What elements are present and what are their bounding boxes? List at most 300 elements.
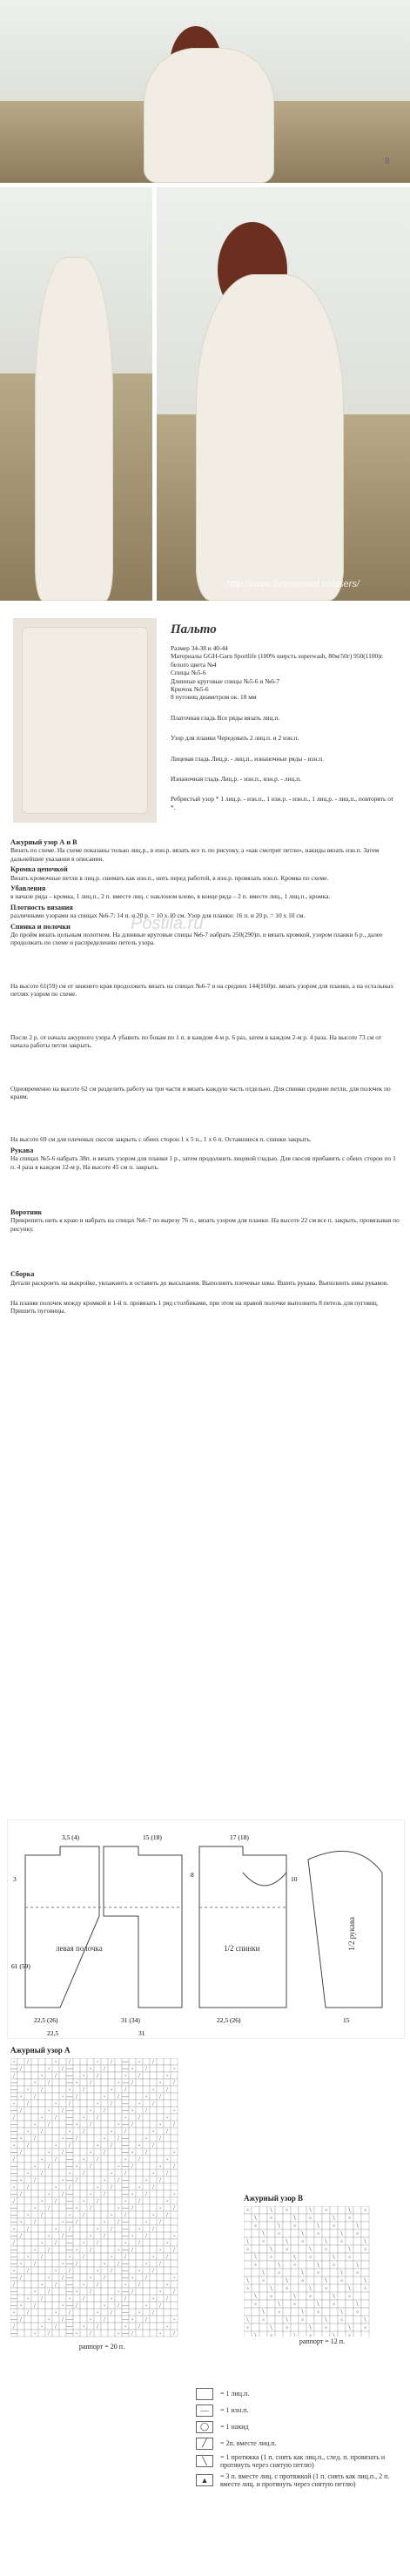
chart-symbol: ◦ — [61, 2218, 64, 2226]
chart-cell — [59, 2162, 66, 2169]
chart-symbol: — — [66, 2121, 73, 2129]
chart-cell — [80, 2162, 87, 2169]
chart-symbol: / — [76, 2135, 77, 2142]
chart-symbol: \ — [333, 2292, 335, 2301]
chart-symbol: ◦ — [325, 2284, 327, 2293]
chart-cell — [346, 2222, 353, 2230]
chart-symbol: ◦ — [89, 2107, 92, 2115]
chart-cell — [45, 2169, 52, 2176]
chart-cell — [108, 2323, 115, 2330]
chart-cell — [38, 2246, 45, 2253]
chart-symbol: / — [104, 2274, 105, 2282]
chart-cell — [17, 2295, 24, 2302]
chart-symbol: — — [10, 2316, 17, 2324]
chart-cell — [143, 2288, 150, 2295]
chart-cell — [73, 2128, 80, 2135]
chart-cell — [80, 2232, 87, 2239]
chart-symbol: ◦ — [131, 2149, 134, 2156]
chart-cell — [24, 2239, 31, 2246]
chart-symbol: / — [55, 2281, 57, 2289]
chart-symbol: / — [76, 2302, 77, 2310]
chart-symbol: ◦ — [254, 2300, 257, 2309]
chart-cell — [45, 2211, 52, 2218]
chart-cell — [52, 2079, 59, 2086]
chart-cell — [252, 2324, 259, 2331]
chart-cell — [101, 2204, 108, 2211]
chart-symbol: ◦ — [138, 2058, 141, 2066]
chart-cell — [361, 2214, 369, 2222]
chart-cell — [129, 2211, 136, 2218]
chart-symbol: ◦ — [75, 2162, 78, 2170]
chart-cell — [45, 2323, 52, 2330]
chart-symbol: ◦ — [293, 2300, 296, 2309]
chart-symbol: — — [10, 2169, 17, 2177]
chart-symbol: \ — [348, 2206, 351, 2215]
chart-symbol: / — [173, 2079, 175, 2087]
chart-symbol: \ — [254, 2331, 257, 2337]
chart-cell — [299, 2245, 306, 2253]
chart-symbol: / — [20, 2274, 22, 2282]
chart-cell — [283, 2308, 291, 2316]
chart-cell — [80, 2246, 87, 2253]
chart-symbol: ◦ — [333, 2222, 335, 2230]
chart-symbol: / — [20, 2107, 22, 2115]
chart-cell — [299, 2324, 306, 2331]
chart-cell — [164, 2107, 171, 2114]
chart-cell — [94, 2162, 101, 2169]
chart-cell — [306, 2300, 314, 2308]
chart-cell — [353, 2245, 361, 2253]
chart-cell — [157, 2072, 164, 2079]
chart-cell — [17, 2162, 24, 2169]
chart-symbol: / — [83, 2086, 84, 2094]
chart-cell — [164, 2142, 171, 2149]
chart-cell — [17, 2323, 24, 2330]
chart-symbol: ◦ — [286, 2324, 288, 2332]
chart-symbol: / — [111, 2100, 112, 2108]
chart-cell — [45, 2239, 52, 2246]
chart-symbol: ◦ — [165, 2072, 169, 2080]
chart-cell — [283, 2214, 291, 2222]
chart-symbol: ◦ — [96, 2183, 99, 2191]
chart-cell — [157, 2086, 164, 2093]
chart-symbol: / — [118, 2218, 119, 2226]
chart-cell — [164, 2204, 171, 2211]
chart-symbol: ◦ — [26, 2169, 30, 2177]
chart-cell — [322, 2331, 330, 2337]
chart-cell — [136, 2204, 143, 2211]
chart-cell — [314, 2292, 322, 2300]
chart-symbol: \ — [317, 2300, 319, 2309]
chart-cell — [45, 2197, 52, 2204]
chart-cell — [38, 2316, 45, 2323]
chart-cell — [31, 2065, 38, 2072]
chart-symbol: ◦ — [262, 2277, 265, 2285]
chart-symbol: \ — [278, 2300, 280, 2309]
chart-cell — [59, 2072, 66, 2079]
chart-symbol: / — [166, 2253, 168, 2261]
chart-cell — [361, 2222, 369, 2230]
chart-symbol: / — [34, 2093, 36, 2101]
chart-cell — [101, 2156, 108, 2162]
chart-symbol: ◦ — [309, 2214, 312, 2223]
chart-cell — [353, 2237, 361, 2245]
chart-cell — [275, 2237, 283, 2245]
chart-symbol: / — [27, 2183, 29, 2191]
chart-cell — [136, 2190, 143, 2197]
chart-cell — [94, 2190, 101, 2197]
chart-symbol: ◦ — [103, 2135, 106, 2142]
stitch-3: Изнаночная гладь Лиц.р. - изн.п., изн.р. - лиц.п. — [171, 775, 302, 784]
chart-symbol: ◦ — [301, 2237, 304, 2246]
chart-cell — [164, 2149, 171, 2156]
spec-buttons: 8 пуговиц диаметром ок. 18 мм — [171, 693, 257, 702]
chart-symbol: / — [152, 2058, 154, 2066]
chart-symbol: ◦ — [340, 2237, 343, 2246]
chart-cell — [101, 2253, 108, 2260]
chart-symbol: ◦ — [89, 2149, 92, 2156]
chart-cell — [59, 2114, 66, 2121]
chart-cell — [38, 2309, 45, 2316]
chart-cell — [150, 2218, 157, 2225]
chart-cell — [94, 2128, 101, 2135]
chart-cell — [87, 2072, 94, 2079]
yarn-over-symbol: ◯ — [196, 2421, 213, 2433]
chart-cell — [87, 2086, 94, 2093]
chart-cell — [136, 2149, 143, 2156]
chart-symbol: ◦ — [246, 2206, 249, 2215]
chart-cell — [164, 2232, 171, 2239]
chart-symbol: ◦ — [117, 2288, 120, 2296]
chart-symbol: / — [166, 2169, 168, 2177]
chart-symbol: \ — [262, 2230, 265, 2238]
chart-cell — [80, 2302, 87, 2309]
chart-symbol: ◦ — [278, 2230, 280, 2238]
chart-cell — [52, 2274, 59, 2281]
chart-cell — [291, 2316, 299, 2324]
chart-cell — [353, 2331, 361, 2337]
chart-symbol: \ — [340, 2230, 343, 2238]
dim-1: 31 (34) — [121, 2016, 140, 2024]
chart-cell — [275, 2253, 283, 2261]
chart-cell — [87, 2211, 94, 2218]
chart-cell — [59, 2079, 66, 2086]
chart-symbol: \ — [364, 2277, 366, 2285]
chart-cell — [38, 2058, 45, 2065]
chart-symbol: — — [122, 2267, 129, 2275]
chart-cell — [87, 2142, 94, 2149]
chart-symbol: / — [152, 2100, 154, 2108]
chart-cell — [275, 2206, 283, 2214]
chart-cell — [94, 2316, 101, 2323]
chart-cell — [291, 2206, 299, 2214]
chart-cell — [275, 2331, 283, 2337]
chart-cell — [59, 2323, 66, 2330]
chart-cell — [150, 2162, 157, 2169]
chart-cell — [314, 2253, 322, 2261]
chart-cell — [108, 2135, 115, 2142]
chart-symbol: / — [104, 2065, 105, 2073]
chart-symbol: ◦ — [145, 2093, 148, 2101]
chart-cell — [115, 2086, 122, 2093]
chart-symbol: ◦ — [82, 2239, 85, 2247]
chart-cell — [52, 2302, 59, 2309]
chart-symbol: ◦ — [82, 2281, 85, 2289]
chart-symbol: \ — [301, 2230, 304, 2238]
chart-cell — [115, 2239, 122, 2246]
chart-cell — [24, 2204, 31, 2211]
chart-cell — [17, 2142, 24, 2149]
chart-cell — [24, 2114, 31, 2121]
chart-symbol: \ — [286, 2316, 288, 2324]
chart-cell — [115, 2107, 122, 2114]
chart-cell — [115, 2232, 122, 2239]
chart-cell — [136, 2169, 143, 2176]
chart-cell — [157, 2197, 164, 2204]
chart-cell — [73, 2086, 80, 2093]
chart-cell — [143, 2169, 150, 2176]
chart-symbol: / — [20, 2149, 22, 2156]
chart-symbol: ◦ — [47, 2149, 50, 2156]
chart-cell — [52, 2093, 59, 2100]
chart-cell — [157, 2281, 164, 2288]
chart-cell — [94, 2121, 101, 2128]
chart-symbol: / — [13, 2239, 15, 2247]
chart-symbol: ◦ — [54, 2100, 57, 2108]
chart-symbol: — — [122, 2058, 129, 2066]
chart-cell — [101, 2142, 108, 2149]
chart-a-repeat: раппорт = 20 п. — [78, 2343, 125, 2351]
chart-cell — [291, 2237, 299, 2245]
chart-symbol: / — [97, 2197, 98, 2205]
chart-symbol: / — [104, 2107, 105, 2115]
chart-cell — [244, 2269, 252, 2277]
chart-cell — [157, 2149, 164, 2156]
chart-cell — [108, 2316, 115, 2323]
chart-symbol: \ — [356, 2300, 359, 2309]
chart-cell — [108, 2246, 115, 2253]
chart-cell — [17, 2100, 24, 2107]
chart-cell — [157, 2323, 164, 2330]
chart-cell — [143, 2072, 150, 2079]
chart-symbol: ◦ — [131, 2190, 134, 2198]
chart-cell — [259, 2284, 267, 2292]
chart-symbol: \ — [270, 2284, 272, 2293]
chart-symbol: / — [90, 2121, 91, 2129]
chart-symbol: \ — [262, 2269, 265, 2277]
chart-cell — [38, 2190, 45, 2197]
chart-symbol: ◦ — [293, 2261, 296, 2270]
chart-cell — [24, 2107, 31, 2114]
chart-cell — [150, 2330, 157, 2337]
chart-symbol: ◦ — [117, 2204, 120, 2212]
chart-cell — [306, 2237, 314, 2245]
chart-symbol: ◦ — [12, 2309, 16, 2317]
chart-symbol: / — [69, 2058, 71, 2066]
chart-symbol: / — [166, 2211, 168, 2219]
chart-symbol: — — [122, 2260, 129, 2268]
chart-cell — [157, 2065, 164, 2072]
chart-cell — [94, 2232, 101, 2239]
chart-cell — [338, 2292, 346, 2300]
chart-cell — [17, 2183, 24, 2190]
chart-cell — [101, 2295, 108, 2302]
chart-symbol: ◦ — [254, 2261, 257, 2270]
chart-cell — [330, 2324, 338, 2331]
chart-cell — [59, 2142, 66, 2149]
chart-symbol: / — [138, 2197, 140, 2205]
dim-6: 3 — [13, 1875, 17, 1883]
chart-cell — [129, 2058, 136, 2065]
chart-cell — [80, 2058, 87, 2065]
chart-symbol: / — [48, 2246, 50, 2254]
chart-symbol: / — [111, 2309, 112, 2317]
stitch-1: Узор для планки Чередовать 2 лиц.п. и 2 изн.п. — [171, 734, 299, 743]
chart-symbol: ◦ — [158, 2162, 162, 2170]
chart-symbol: ◦ — [89, 2232, 92, 2240]
chart-cell — [94, 2149, 101, 2156]
chart-symbol: \ — [262, 2308, 265, 2317]
chart-cell — [259, 2206, 267, 2214]
chart-symbol: / — [97, 2281, 98, 2289]
chart-cell — [150, 2149, 157, 2156]
chart-cell — [24, 2330, 31, 2337]
chart-cell — [361, 2253, 369, 2261]
chart-cell — [314, 2331, 322, 2337]
chart-cell — [330, 2237, 338, 2245]
photo-top — [0, 0, 410, 183]
chart-symbol: / — [55, 2323, 57, 2331]
chart-cell — [164, 2190, 171, 2197]
chart-cell — [73, 2211, 80, 2218]
chart-symbol: / — [118, 2302, 119, 2310]
section-text-0: Вязать по схеме. На схеме показаны только лиц.р., в изн.р. вязать все п. по рисунку, а «как смотрят петли», накиды вязать изн.п. Затем дальнейшие указания в описании. — [10, 846, 380, 863]
chart-cell — [24, 2274, 31, 2281]
chart-cell — [94, 2246, 101, 2253]
chart-cell — [299, 2222, 306, 2230]
chart-cell — [101, 2281, 108, 2288]
chart-cell — [136, 2065, 143, 2072]
chart-cell — [17, 2156, 24, 2162]
chart-cell — [338, 2284, 346, 2292]
chart-cell — [80, 2204, 87, 2211]
chart-cell — [45, 2156, 52, 2162]
chart-symbol: / — [62, 2232, 64, 2240]
chart-cell — [94, 2218, 101, 2225]
chart-cell — [17, 2128, 24, 2135]
chart-symbol: / — [48, 2288, 50, 2296]
chart-symbol: / — [97, 2239, 98, 2247]
chart-cell — [129, 2142, 136, 2149]
chart-symbol: ◦ — [54, 2142, 57, 2149]
chart-cell — [353, 2324, 361, 2331]
chart-cell — [17, 2246, 24, 2253]
chart-cell — [24, 2162, 31, 2169]
chart-symbol: / — [90, 2246, 91, 2254]
chart-symbol: ◦ — [47, 2190, 50, 2198]
chart-cell — [59, 2281, 66, 2288]
chart-cell — [129, 2086, 136, 2093]
chart-cell — [129, 2239, 136, 2246]
chart-symbol: — — [10, 2274, 17, 2282]
chart-cell — [108, 2107, 115, 2114]
chart-symbol: — — [10, 2135, 17, 2142]
chart-symbol: ◦ — [68, 2253, 71, 2261]
chart-cell — [136, 2079, 143, 2086]
chart-symbol: ◦ — [33, 2330, 37, 2337]
chart-cell — [45, 2176, 52, 2183]
chart-cell — [171, 2267, 178, 2274]
chart-cell — [252, 2230, 259, 2237]
chart-cell — [171, 2197, 178, 2204]
chart-cell — [31, 2142, 38, 2149]
chart-cell — [73, 2149, 80, 2156]
chart-symbol: ◦ — [89, 2065, 92, 2073]
chart-symbol: ◦ — [19, 2135, 23, 2142]
chart-symbol: ◦ — [96, 2100, 99, 2108]
chart-symbol: ◦ — [103, 2302, 106, 2310]
chart-symbol: / — [145, 2149, 147, 2156]
chart-symbol: ◦ — [82, 2072, 85, 2080]
chart-symbol: ◦ — [19, 2218, 23, 2226]
chart-cell — [45, 2218, 52, 2225]
chart-symbol: — — [122, 2107, 129, 2115]
chart-symbol: — — [66, 2302, 73, 2310]
chart-cell — [87, 2225, 94, 2232]
chart-symbol: ◦ — [340, 2316, 343, 2324]
chart-cell — [252, 2269, 259, 2277]
chart-symbol: / — [62, 2107, 64, 2115]
chart-cell — [143, 2162, 150, 2169]
chart-cell — [115, 2065, 122, 2072]
chart-symbol: ◦ — [172, 2232, 176, 2240]
chart-symbol: — — [10, 2232, 17, 2240]
section-text-1: Вязать кромочные петли в лиц.р. снимать как изн.п., нить перед работой, в изн.р. провязать изн.п. Кромка по схеме. — [10, 873, 329, 882]
chart-symbol: ◦ — [61, 2302, 64, 2310]
chart-symbol: ◦ — [246, 2245, 249, 2254]
chart-cell — [164, 2065, 171, 2072]
chart-symbol: \ — [270, 2324, 272, 2332]
chart-cell — [136, 2232, 143, 2239]
chart-cell — [338, 2214, 346, 2222]
chart-cell — [24, 2323, 31, 2330]
spec-hook: Крючок №5-6 — [171, 685, 209, 694]
chart-cell — [299, 2214, 306, 2222]
chart-cell — [45, 2093, 52, 2100]
chart-cell — [291, 2269, 299, 2277]
chart-cell — [275, 2214, 283, 2222]
chart-symbol: ◦ — [82, 2114, 85, 2122]
chart-cell — [87, 2253, 94, 2260]
photo-middle — [157, 187, 410, 601]
chart-cell — [306, 2277, 314, 2284]
chart-symbol: ◦ — [145, 2302, 148, 2310]
chart-cell — [52, 2176, 59, 2183]
chart-symbol: ◦ — [124, 2323, 127, 2331]
chart-cell — [101, 2323, 108, 2330]
chart-symbol: ◦ — [317, 2230, 319, 2238]
watermark-bottom: Postila.ru — [131, 914, 204, 933]
chart-cell — [17, 2267, 24, 2274]
chart-cell — [150, 2274, 157, 2281]
chart-cell — [87, 2114, 94, 2121]
spec-size: Размер 34-38 и 40-44 — [171, 644, 228, 652]
chart-symbol: / — [152, 2142, 154, 2149]
chart-cell — [244, 2261, 252, 2269]
chart-symbol: ◦ — [172, 2190, 176, 2198]
chart-cell — [314, 2277, 322, 2284]
chart-cell — [164, 2093, 171, 2100]
